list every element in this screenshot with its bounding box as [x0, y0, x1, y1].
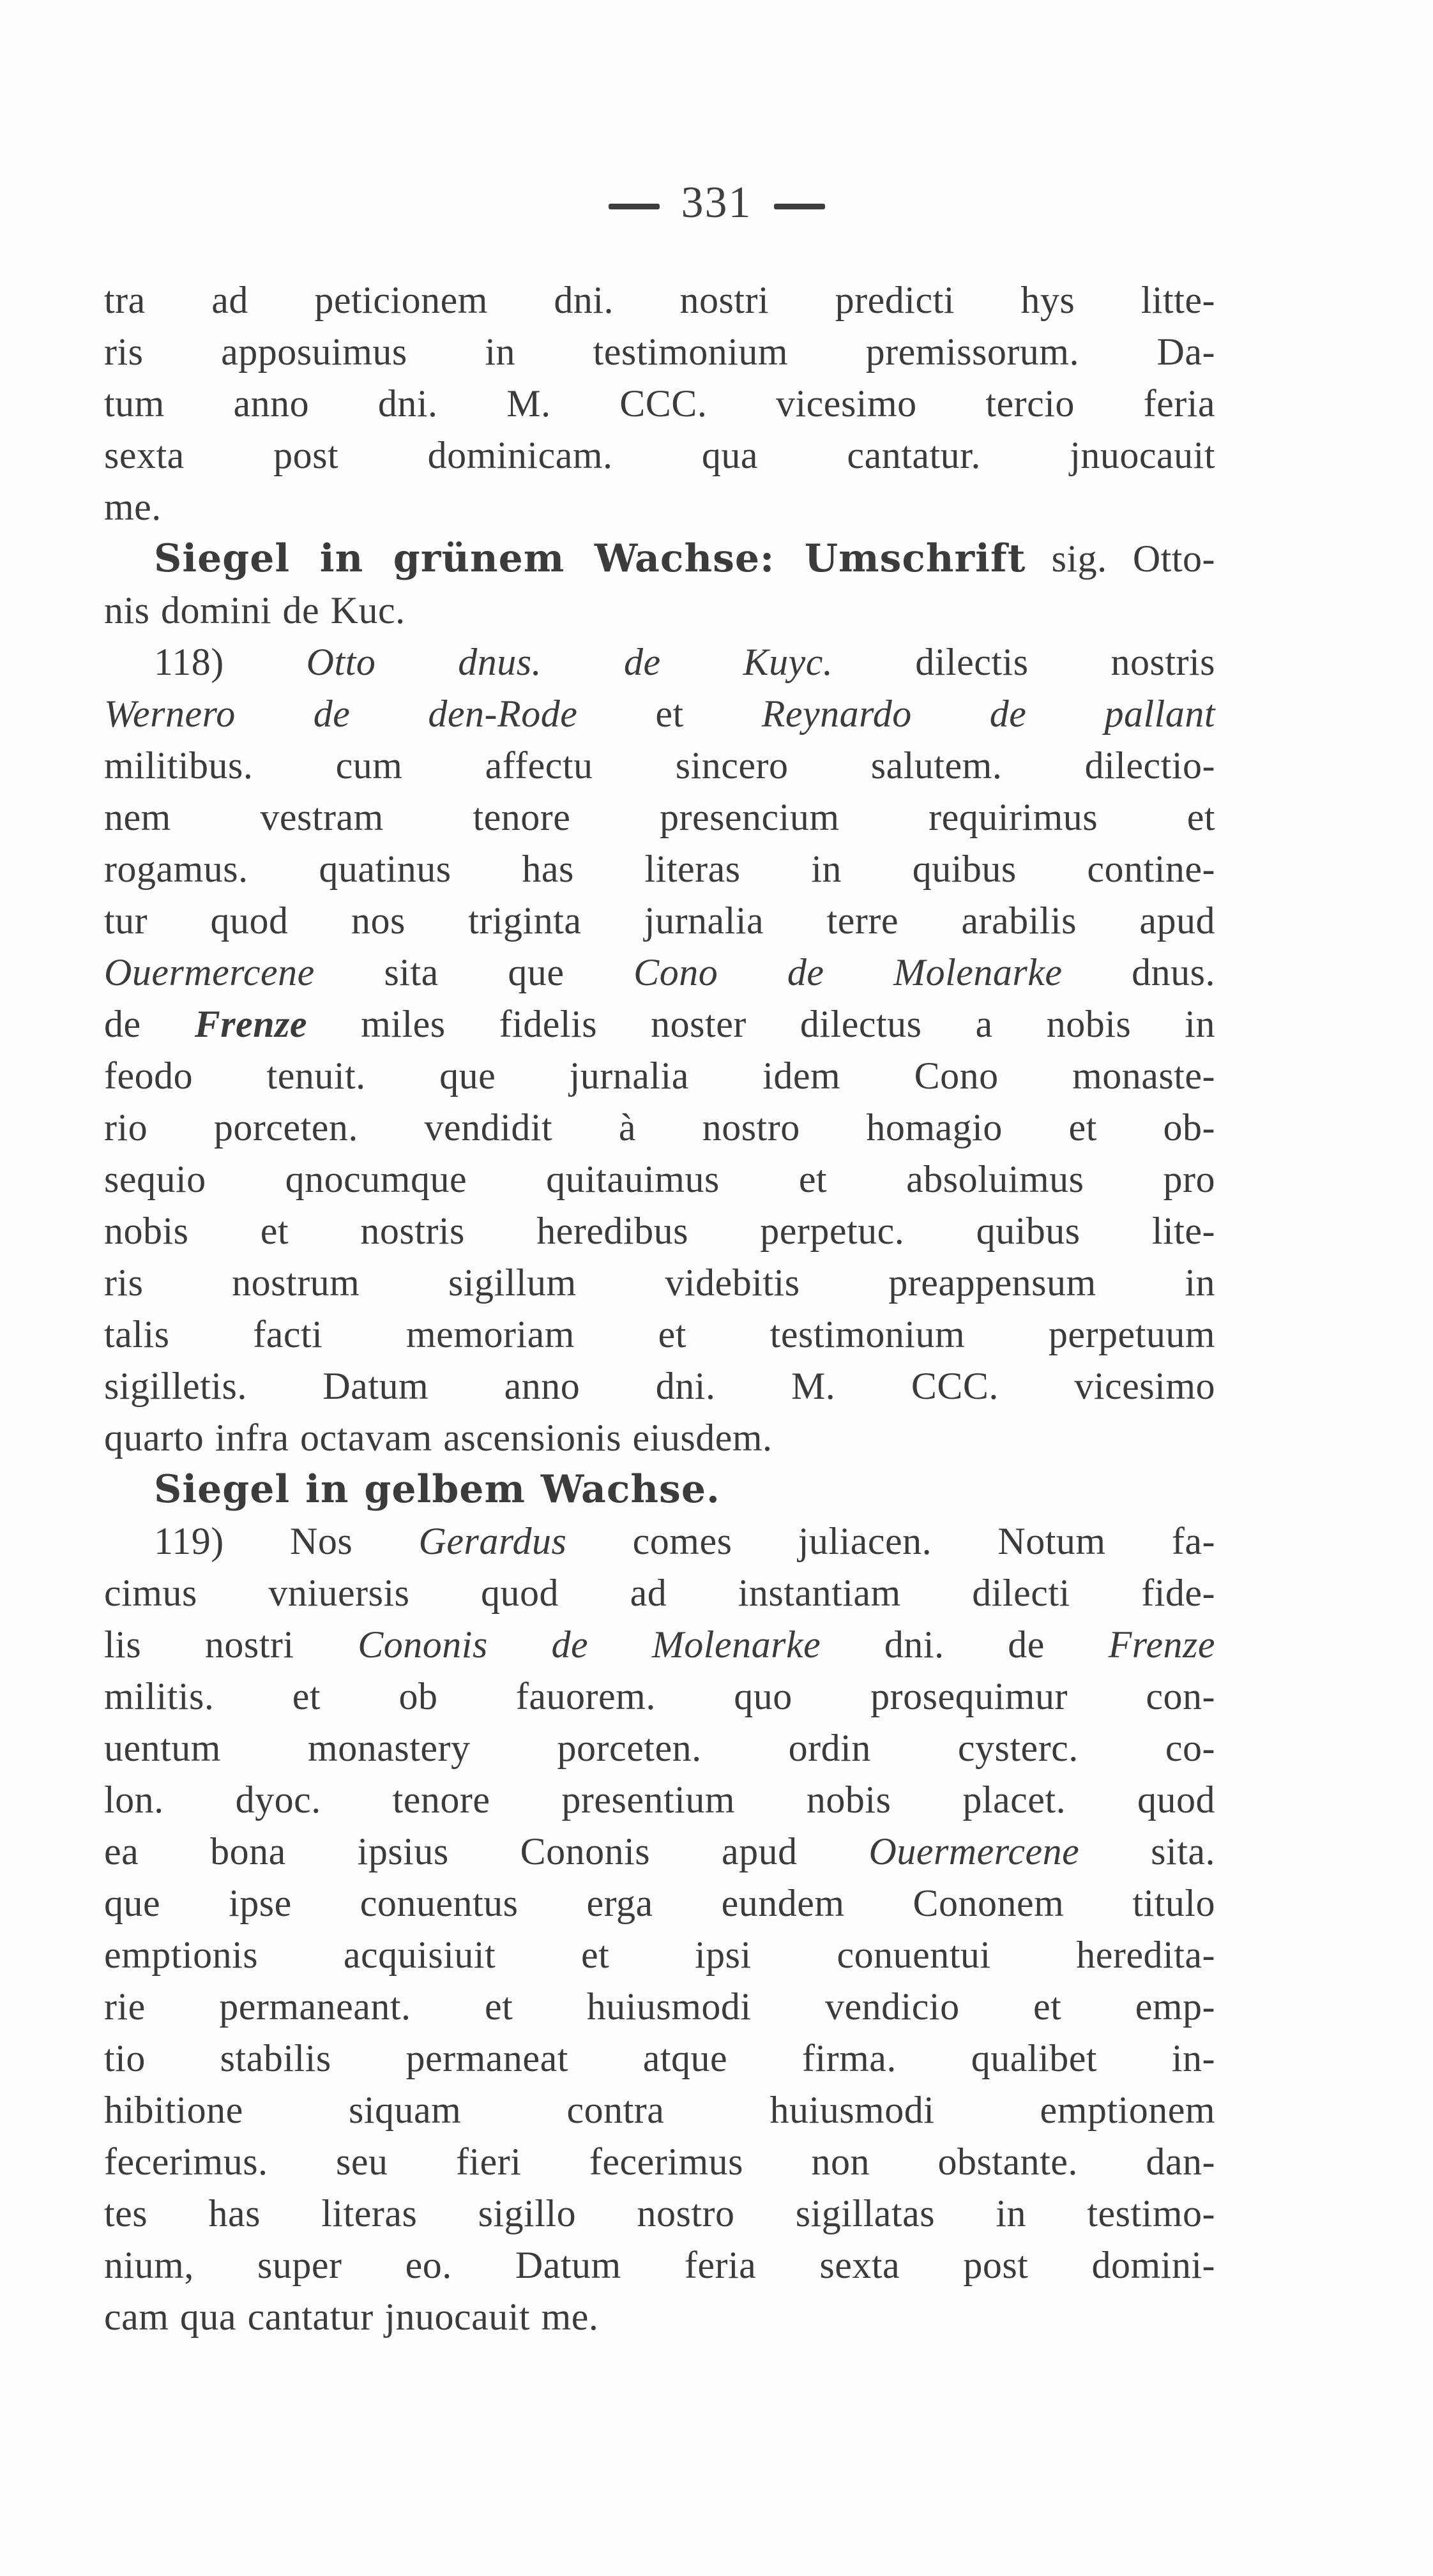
text-line: [104, 2291, 1215, 2343]
body-text: [104, 275, 1215, 2343]
text-segment: ris nostrum sigillum videbitis preappensum in: [104, 1262, 1215, 1304]
italic-name: Reynardo de pallant: [761, 693, 1215, 735]
text-line: [104, 585, 1215, 636]
text-line: [104, 1981, 1215, 2033]
text-segment: militibus. cum affectu sincero salutem. dilectio-: [104, 744, 1215, 787]
text-segment: nem vestram tenore presencium requirimus et: [104, 796, 1215, 838]
text-segment: militis. et ob fauorem. quo prosequimur con-: [104, 1675, 1215, 1717]
text-segment: tra ad peticionem dni. nostri predicti hys litte-: [104, 279, 1215, 321]
text-segment: dni. de: [821, 1623, 1109, 1666]
text-segment: nium, super eo. Datum feria sexta post domini-: [104, 2244, 1215, 2286]
text-line: [104, 947, 1215, 998]
text-line: [104, 2033, 1215, 2084]
fraktur-text: Siegel in grünem Wachse: Umschrift: [154, 536, 1026, 581]
text-line: [104, 1464, 1215, 1516]
text-segment: 119) Nos: [154, 1520, 419, 1562]
text-segment: que ipse conuentus erga eundem Cononem titulo: [104, 1882, 1215, 1924]
italic-name: Cono de Molenarke: [633, 951, 1063, 993]
text-segment: sequio qnocumque quitauimus et absoluimus pro: [104, 1158, 1215, 1200]
text-line: [104, 1412, 1215, 1464]
page-number: 331: [681, 178, 752, 227]
text-segment: sigilletis. Datum anno dni. M. CCC. vicesimo: [104, 1365, 1215, 1407]
text-line: [104, 2084, 1215, 2136]
text-line: [104, 1102, 1215, 1154]
text-segment: miles fidelis noster dilectus a nobis in: [307, 1003, 1215, 1045]
left-dash: [609, 204, 660, 209]
text-line: [104, 430, 1215, 481]
text-segment: dilectis nostris: [833, 641, 1215, 683]
italic-name: Gerardus: [418, 1520, 567, 1562]
text-segment: rogamus. quatinus has literas in quibus contine-: [104, 848, 1215, 890]
italic-name: Cononis de Molenarke: [358, 1623, 821, 1666]
text-line: [104, 998, 1215, 1050]
text-line: [104, 1567, 1215, 1619]
text-line: [104, 275, 1215, 326]
text-line: [104, 533, 1215, 585]
text-line: [104, 1826, 1215, 1878]
text-line: [104, 1671, 1215, 1722]
text-line: [104, 326, 1215, 378]
text-segment: lon. dyoc. tenore presentium nobis placet. quod: [104, 1779, 1215, 1821]
text-segment: et: [577, 693, 762, 735]
text-segment: me.: [104, 486, 162, 528]
text-segment: talis facti memoriam et testimonium perpetuum: [104, 1313, 1215, 1355]
text-line: [104, 2240, 1215, 2291]
text-segment: sita.: [1079, 1830, 1215, 1872]
text-segment: feodo tenuit. que jurnalia idem Cono monaste-: [104, 1055, 1215, 1097]
text-segment: nobis et nostris heredibus perpetuc. quibus lite-: [104, 1210, 1215, 1252]
text-line: [104, 481, 1215, 533]
text-segment: cimus vniuersis quod ad instantiam dilecti fide-: [104, 1572, 1215, 1614]
italic-name: Otto dnus. de Kuyc.: [306, 641, 833, 683]
text-line: [104, 843, 1215, 895]
italic-name: Frenze: [194, 1003, 308, 1045]
text-line: [104, 792, 1215, 843]
text-segment: ris apposuimus in testimonium premissorum. Da-: [104, 331, 1215, 373]
text-segment: nis domini de Kuc.: [104, 589, 406, 631]
text-segment: rie permaneant. et huiusmodi vendicio et emp-: [104, 1985, 1215, 2028]
text-line: [104, 1929, 1215, 1981]
text-segment: de: [104, 1003, 195, 1045]
text-segment: sig. Otto-: [1026, 538, 1216, 580]
italic-name: Ouermercene: [868, 1830, 1080, 1872]
text-line: [104, 1205, 1215, 1257]
text-segment: cam qua cantatur jnuocauit me.: [104, 2296, 599, 2338]
text-segment: emptionis acquisiuit et ipsi conuentui heredita-: [104, 1934, 1215, 1976]
text-segment: tum anno dni. M. CCC. vicesimo tercio feria: [104, 382, 1215, 425]
text-line: [104, 2188, 1215, 2240]
text-segment: dnus.: [1062, 951, 1215, 993]
text-line: [104, 688, 1215, 740]
text-segment: uentum monastery porceten. ordin cysterc. co-: [104, 1727, 1215, 1769]
text-line: [104, 1516, 1215, 1567]
text-line: [104, 378, 1215, 430]
text-line: [104, 1774, 1215, 1826]
text-segment: hibitione siquam contra huiusmodi emptionem: [104, 2089, 1215, 2131]
text-line: [104, 1050, 1215, 1102]
text-line: [104, 1619, 1215, 1671]
text-segment: lis nostri: [104, 1623, 358, 1666]
text-segment: comes juliacen. Notum fa-: [566, 1520, 1215, 1562]
text-line: [104, 895, 1215, 947]
right-dash: [774, 204, 825, 209]
text-segment: tes has literas sigillo nostro sigillatas in testimo-: [104, 2192, 1215, 2234]
text-line: [104, 1360, 1215, 1412]
text-segment: fecerimus. seu fieri fecerimus non obstante. dan-: [104, 2141, 1215, 2183]
text-line: [104, 740, 1215, 792]
text-segment: sita que: [314, 951, 634, 993]
italic-name: Wernero de den-Rode: [104, 693, 578, 735]
text-line: [104, 1257, 1215, 1309]
fraktur-text: Siegel in gelbem Wachse.: [154, 1467, 720, 1512]
text-line: [104, 1722, 1215, 1774]
text-line: [104, 1878, 1215, 1929]
text-segment: ea bona ipsius Cononis apud: [104, 1830, 869, 1872]
text-line: [104, 1154, 1215, 1205]
text-segment: 118): [154, 641, 307, 683]
italic-name: Frenze: [1108, 1623, 1216, 1666]
page-number-header: [0, 171, 1433, 235]
italic-name: Ouermercene: [104, 951, 315, 993]
text-segment: tio stabilis permaneat atque firma. qualibet in-: [104, 2037, 1215, 2079]
text-segment: sexta post dominicam. qua cantatur. jnuocauit: [104, 434, 1215, 476]
text-line: [104, 636, 1215, 688]
text-segment: tur quod nos triginta jurnalia terre arabilis apud: [104, 900, 1215, 942]
text-line: [104, 2136, 1215, 2188]
text-segment: quarto infra octavam ascensionis eiusdem.: [104, 1417, 773, 1459]
text-segment: rio porceten. vendidit à nostro homagio et ob-: [104, 1106, 1215, 1149]
text-line: [104, 1309, 1215, 1360]
